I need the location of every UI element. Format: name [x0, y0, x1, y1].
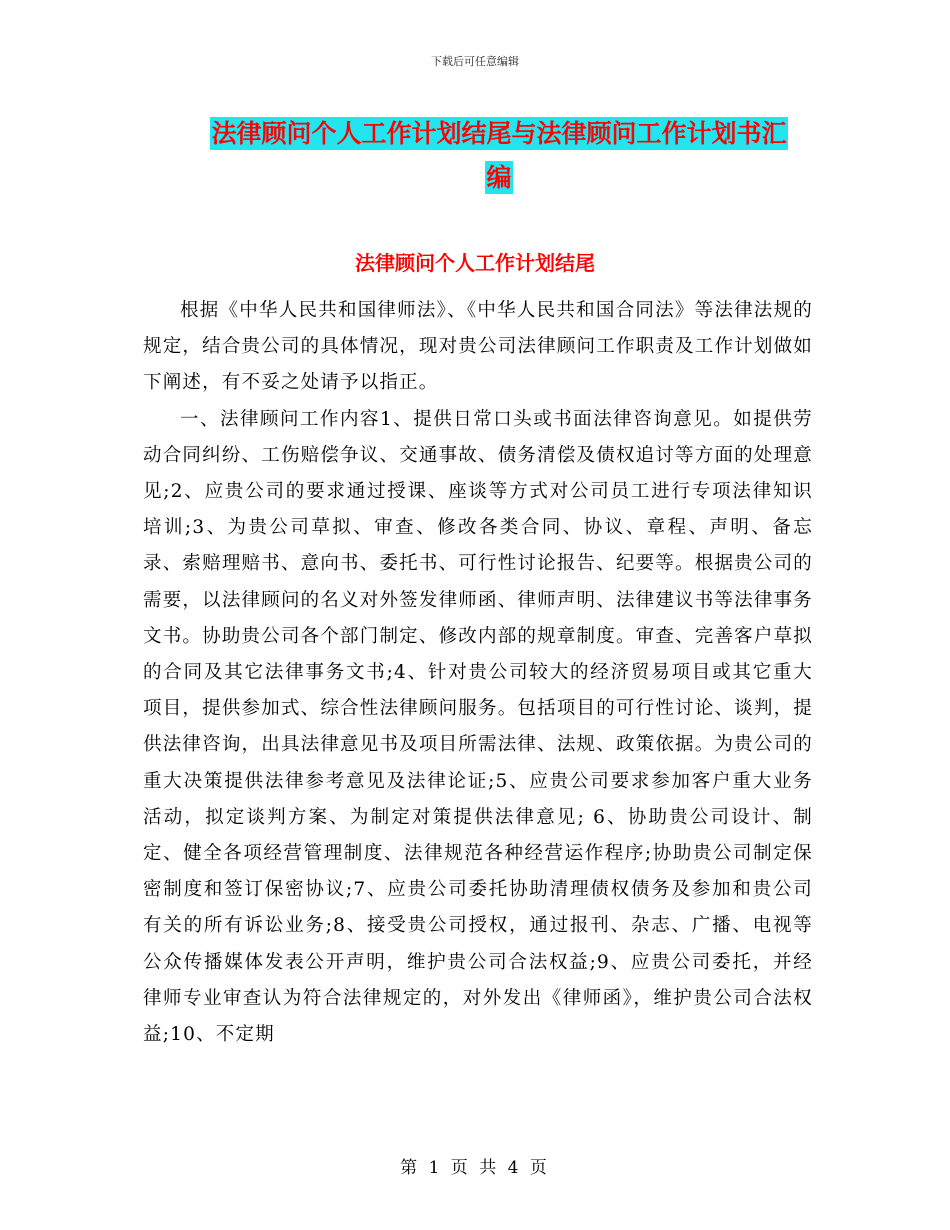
document-title: [190, 112, 808, 200]
paragraph-intro: 根据《中华人民共和国律师法》、《中华人民共和国合同法》等法律法规的规定，结合贵公司的具体情况，现对贵公司法律顾问工作职责及工作计划做如下阐述，有不妥之处请予以指正。: [143, 300, 813, 394]
section-title: 法律顾问个人工作计划结尾: [355, 251, 595, 275]
page-header-note: 下载后可任意编辑: [431, 55, 519, 68]
document-title-line-1: 法律顾问个人工作计划结尾与法律顾问工作计划书汇: [211, 119, 787, 148]
document-title-line-2: 编: [486, 163, 512, 192]
paragraph-work-content: 一、法律顾问工作内容1、提供日常口头或书面法律咨询意见。如提供劳动合同纠纷、工伤赔偿争议、交通事故、债务清偿及债权追讨等方面的处理意见;2、应贵公司的要求通过授课、座谈等方式对公司员工进行专项法律知识培训;3、为贵公司草拟、审查、修改各类合同、协议、章程、声明、备忘录、索赔理赔书、意向书、委托书、可行性讨论报告、纪要等。根据贵公司的需要，以法律顾问的名义对外签发律师函、律师声明、法律建议书等法律事务文书。协助贵公司各个部门制定、修改内部的规章制度。审查、完善客户草拟的合同及其它法律事务文书;4、针对贵公司较大的经济贸易项目或其它重大项目，提供参加式、综合性法律顾问服务。包括项目的可行性讨论、谈判，提供法律咨询，出具法律意见书及项目所需法律、法规、政策依据。为贵公司的重大决策提供法律参考意见及法律论证;5、应贵公司要求参加客户重大业务活动，拟定谈判方案、为制定对策提供法律意见; 6、协助贵公司设计、制定、健全各项经营管理制度、法律规范各种经营运作程序;协助贵公司制定保密制度和签订保密协议;7、应贵公司委托协助清理债权债务及参加和贵公司有关的所有诉讼业务;8、接受贵公司授权，通过报刊、杂志、广播、电视等公众传播媒体发表公开声明，维护贵公司合法权益;9、应贵公司委托，并经律师专业审查认为符合法律规定的，对外发出《律师函》，维护贵公司合法权益;10、不定期: [143, 408, 813, 1046]
page-footer: 第 1 页 共 4 页: [400, 1158, 550, 1178]
document-body: [143, 293, 813, 1053]
